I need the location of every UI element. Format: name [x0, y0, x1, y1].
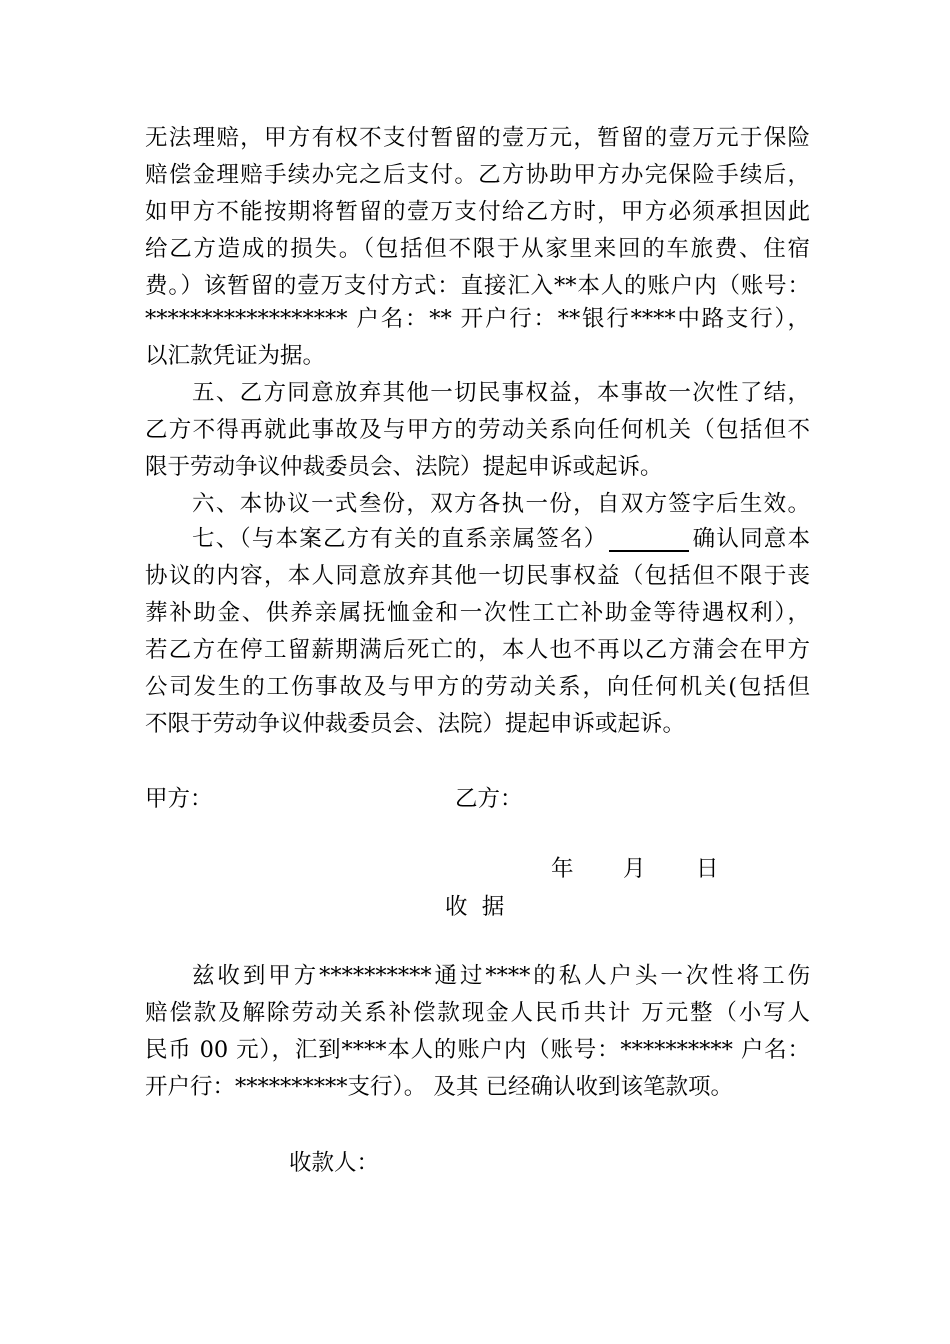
- clause-4-line-4: 给乙方造成的损失。（包括但不限于从家里来回的车旅费、住宿: [145, 236, 810, 262]
- receipt-line-3: 民币 00 元），汇到****本人的账户内（账号：********** 户名：: [145, 1037, 810, 1063]
- clause-7-prefix: 七、（与本案乙方有关的直系亲属签名）: [192, 526, 608, 552]
- clause-4-line-7: 以汇款凭证为据。: [145, 343, 326, 369]
- clause-7-line-3: 葬补助金、供养亲属抚恤金和一次性工亡补助金等待遇权利），: [145, 600, 810, 626]
- clause-7-line-1: [192, 521, 810, 557]
- clause-7-line-4: 若乙方在停工留薪期满后死亡的，本人也不再以乙方蒲会在甲方: [145, 637, 810, 663]
- signature-blank[interactable]: [609, 528, 689, 552]
- clause-6: 六、本协议一式叁份，双方各执一份，自双方签字后生效。: [192, 491, 810, 517]
- receipt-line-2: 赔偿款及解除劳动关系补偿款现金人民币共计 万元整（小写人: [145, 1000, 810, 1026]
- clause-4-line-5: 费。）该暂留的壹万支付方式：直接汇入**本人的账户内（账号：: [145, 273, 810, 299]
- clause-7-suffix: 确认同意本: [691, 526, 810, 552]
- clause-4-line-2: 赔偿金理赔手续办完之后支付。乙方协助甲方办完保险手续后，: [145, 162, 810, 188]
- clause-7-line-5: 公司发生的工伤事故及与甲方的劳动关系，向任何机关(包括但: [145, 674, 810, 700]
- clause-5-line-1: 五、乙方同意放弃其他一切民事权益，本事故一次性了结，: [192, 380, 810, 406]
- clause-4-line-1: 无法理赔，甲方有权不支付暂留的壹万元，暂留的壹万元于保险: [145, 125, 810, 151]
- party-b-label: 乙方：: [455, 786, 523, 812]
- party-a-label: 甲方：: [145, 786, 213, 812]
- clause-5-line-3: 限于劳动争议仲裁委员会、法院）提起申诉或起诉。: [145, 454, 663, 480]
- date-year: 年: [551, 856, 574, 882]
- clause-7-line-2: 协议的内容，本人同意放弃其他一切民事权益（包括但不限于丧: [145, 563, 810, 589]
- clause-5-line-2: 乙方不得再就此事故及与甲方的劳动关系向任何机关（包括但不: [145, 417, 810, 443]
- receipt-title: 收 据: [445, 894, 505, 920]
- date-month: 月: [623, 856, 646, 882]
- payee-label: 收款人：: [289, 1150, 380, 1176]
- clause-4-line-6: ****************** 户名：** 开户行：**银行****中路支行），: [145, 306, 810, 332]
- clause-4-line-3: 如甲方不能按期将暂留的壹万支付给乙方时，甲方必须承担因此: [145, 199, 810, 225]
- date-day: 日: [696, 856, 719, 882]
- clause-7-line-6: 不限于劳动争议仲裁委员会、法院）提起申诉或起诉。: [145, 711, 686, 737]
- receipt-line-4: 开户行：**********支行）。 及其 已经确认收到该笔款项。: [145, 1074, 734, 1100]
- receipt-line-1: 兹收到甲方**********通过****的私人户头一次性将工伤: [192, 963, 810, 989]
